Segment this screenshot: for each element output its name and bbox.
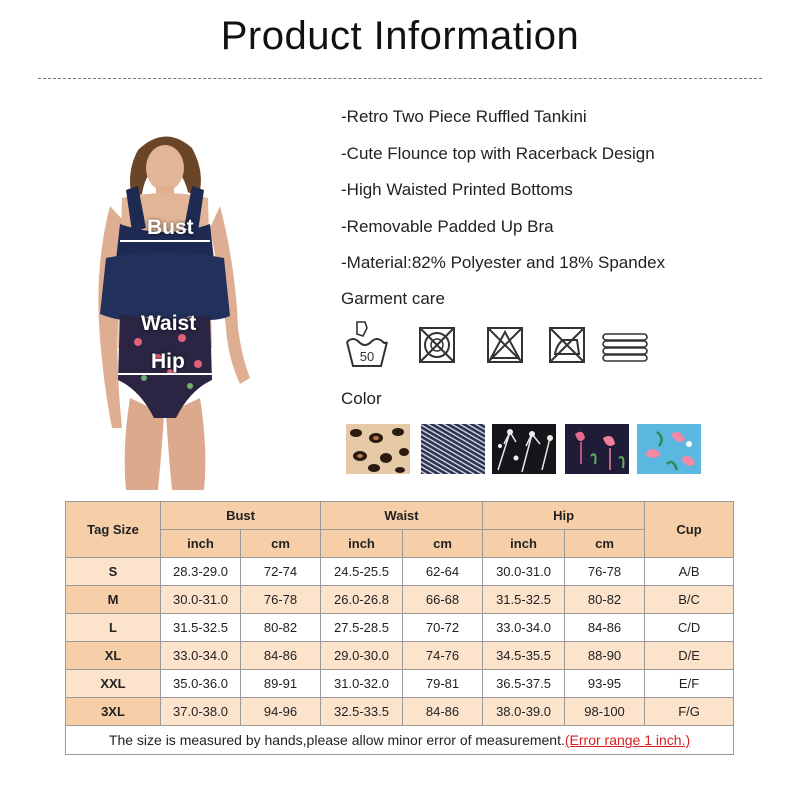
table-cell: 76-78: [565, 558, 645, 586]
table-cell: 74-76: [403, 642, 483, 670]
do-not-bleach-icon: [481, 318, 529, 370]
svg-text:50: 50: [359, 349, 375, 364]
hip-label: Hip: [151, 350, 185, 373]
cup-cell: F/G: [645, 698, 734, 726]
table-cell: 93-95: [565, 670, 645, 698]
size-cell: L: [66, 614, 161, 642]
do-not-iron-icon: [543, 318, 591, 370]
table-row: [66, 586, 734, 614]
cup-cell: D/E: [645, 642, 734, 670]
table-cell: 84-86: [241, 642, 321, 670]
table-cell: 37.0-38.0: [161, 698, 241, 726]
table-cell: 76-78: [241, 586, 321, 614]
feature-item: -High Waisted Printed Bottoms: [341, 180, 573, 199]
size-chart-table: [65, 501, 734, 755]
tag-size-header: Tag Size: [66, 502, 161, 558]
color-label: Color: [341, 389, 382, 408]
table-cell: 27.5-28.5: [321, 614, 403, 642]
unit-header: inch: [483, 530, 565, 558]
feature-item: -Cute Flounce top with Racerback Design: [341, 143, 655, 163]
feature-item: -Material:82% Polyester and 18% Spandex: [341, 253, 666, 272]
table-cell: 66-68: [403, 586, 483, 614]
swatch-blue-flamingo[interactable]: [637, 424, 701, 474]
table-cell: 33.0-34.0: [483, 614, 565, 642]
hip-header: Hip: [483, 502, 645, 530]
table-cell: 38.0-39.0: [483, 698, 565, 726]
table-cell: 72-74: [241, 558, 321, 586]
table-cell: 84-86: [565, 614, 645, 642]
error-range-note: (Error range 1 inch.): [564, 732, 691, 748]
table-cell: 89-91: [241, 670, 321, 698]
table-cell: 29.0-30.0: [321, 642, 403, 670]
table-cell: 62-64: [403, 558, 483, 586]
cup-cell: C/D: [645, 614, 734, 642]
table-cell: 70-72: [403, 614, 483, 642]
table-cell: 31.5-32.5: [161, 614, 241, 642]
table-row: [66, 698, 734, 726]
feature-item: -Retro Two Piece Ruffled Tankini: [341, 107, 587, 126]
unit-header: inch: [161, 530, 241, 558]
note-text: The size is measured by hands,please allow minor error of measurement.: [108, 732, 565, 748]
swatch-navy-flamingo[interactable]: [565, 424, 629, 474]
swatch-leopard[interactable]: [346, 424, 410, 474]
table-row: [66, 558, 734, 586]
table-cell: 36.5-37.5: [483, 670, 565, 698]
waist-header: Waist: [321, 502, 483, 530]
bust-label: Bust: [147, 216, 194, 239]
cup-cell: A/B: [645, 558, 734, 586]
page-title: Product Information: [220, 14, 580, 58]
table-header-row: [66, 502, 734, 530]
size-cell: S: [66, 558, 161, 586]
unit-header: inch: [321, 530, 403, 558]
table-cell: 84-86: [403, 698, 483, 726]
title-divider: [38, 78, 762, 79]
measurement-note: [66, 726, 734, 755]
table-cell: 35.0-36.0: [161, 670, 241, 698]
table-cell: 33.0-34.0: [161, 642, 241, 670]
unit-header: cm: [403, 530, 483, 558]
table-cell: 30.0-31.0: [483, 558, 565, 586]
table-cell: 28.3-29.0: [161, 558, 241, 586]
garment-care-label: Garment care: [341, 289, 445, 308]
table-cell: 30.0-31.0: [161, 586, 241, 614]
size-cell: M: [66, 586, 161, 614]
table-cell: 31.0-32.0: [321, 670, 403, 698]
feature-list: [341, 106, 665, 289]
size-cell: XXL: [66, 670, 161, 698]
table-cell: 88-90: [565, 642, 645, 670]
unit-header: cm: [565, 530, 645, 558]
garment-care-icons: [343, 318, 663, 370]
table-row: [66, 642, 734, 670]
table-cell: 24.5-25.5: [321, 558, 403, 586]
table-cell: 34.5-35.5: [483, 642, 565, 670]
cup-header: Cup: [645, 502, 734, 558]
cup-cell: B/C: [645, 586, 734, 614]
feature-item: -Removable Padded Up Bra: [341, 216, 554, 236]
table-cell: 80-82: [565, 586, 645, 614]
unit-header-row: [66, 530, 734, 558]
waist-label: Waist: [141, 312, 197, 335]
swatch-stripe[interactable]: [421, 424, 485, 474]
unit-header: cm: [241, 530, 321, 558]
bust-header: Bust: [161, 502, 321, 530]
table-cell: 80-82: [241, 614, 321, 642]
table-row: [66, 670, 734, 698]
table-cell: 98-100: [565, 698, 645, 726]
table-cell: 79-81: [403, 670, 483, 698]
model-image: [60, 128, 270, 490]
do-not-tumble-dry-icon: [413, 318, 461, 370]
note-row: [66, 726, 734, 755]
cup-cell: E/F: [645, 670, 734, 698]
size-cell: 3XL: [66, 698, 161, 726]
dry-flat-icon: [601, 318, 649, 370]
table-cell: 94-96: [241, 698, 321, 726]
size-cell: XL: [66, 642, 161, 670]
table-cell: 26.0-26.8: [321, 586, 403, 614]
table-cell: 32.5-33.5: [321, 698, 403, 726]
table-row: [66, 614, 734, 642]
swatch-black-floral[interactable]: [492, 424, 556, 474]
hand-wash-50-icon: [343, 318, 391, 370]
table-cell: 31.5-32.5: [483, 586, 565, 614]
